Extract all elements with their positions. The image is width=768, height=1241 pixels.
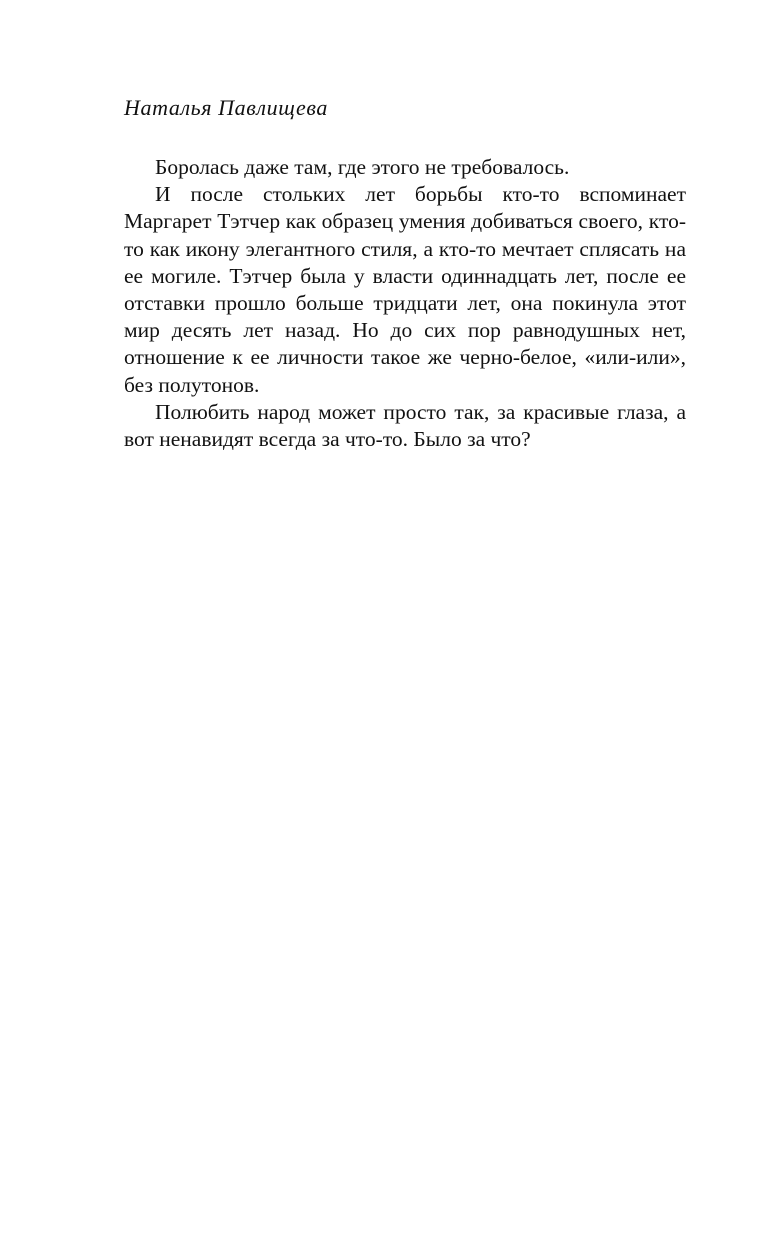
body-text	[124, 154, 686, 453]
paragraph: И после стольких лет борьбы кто-то вспоминает Маргарет Тэтчер как образец умения добиваться своего, кто-то как икону элегантного стиля, а кто-то мечтает сплясать на ее могиле. Тэтчер была у власти одиннадцать лет, после ее отставки прошло больше тридцати лет, она покинула этот мир десять лет назад. Но до сих пор равнодушных нет, отношение к ее личности такое же черно-белое, «или-или», без полутонов.	[124, 182, 686, 397]
paragraph: Полюбить народ может просто так, за красивые глаза, а вот ненавидят всегда за что-то. Было за что?	[124, 399, 686, 452]
paragraph: Боролась даже там, где этого не требовалось.	[155, 155, 570, 179]
running-head-author: Наталья Павлищева	[124, 95, 328, 120]
